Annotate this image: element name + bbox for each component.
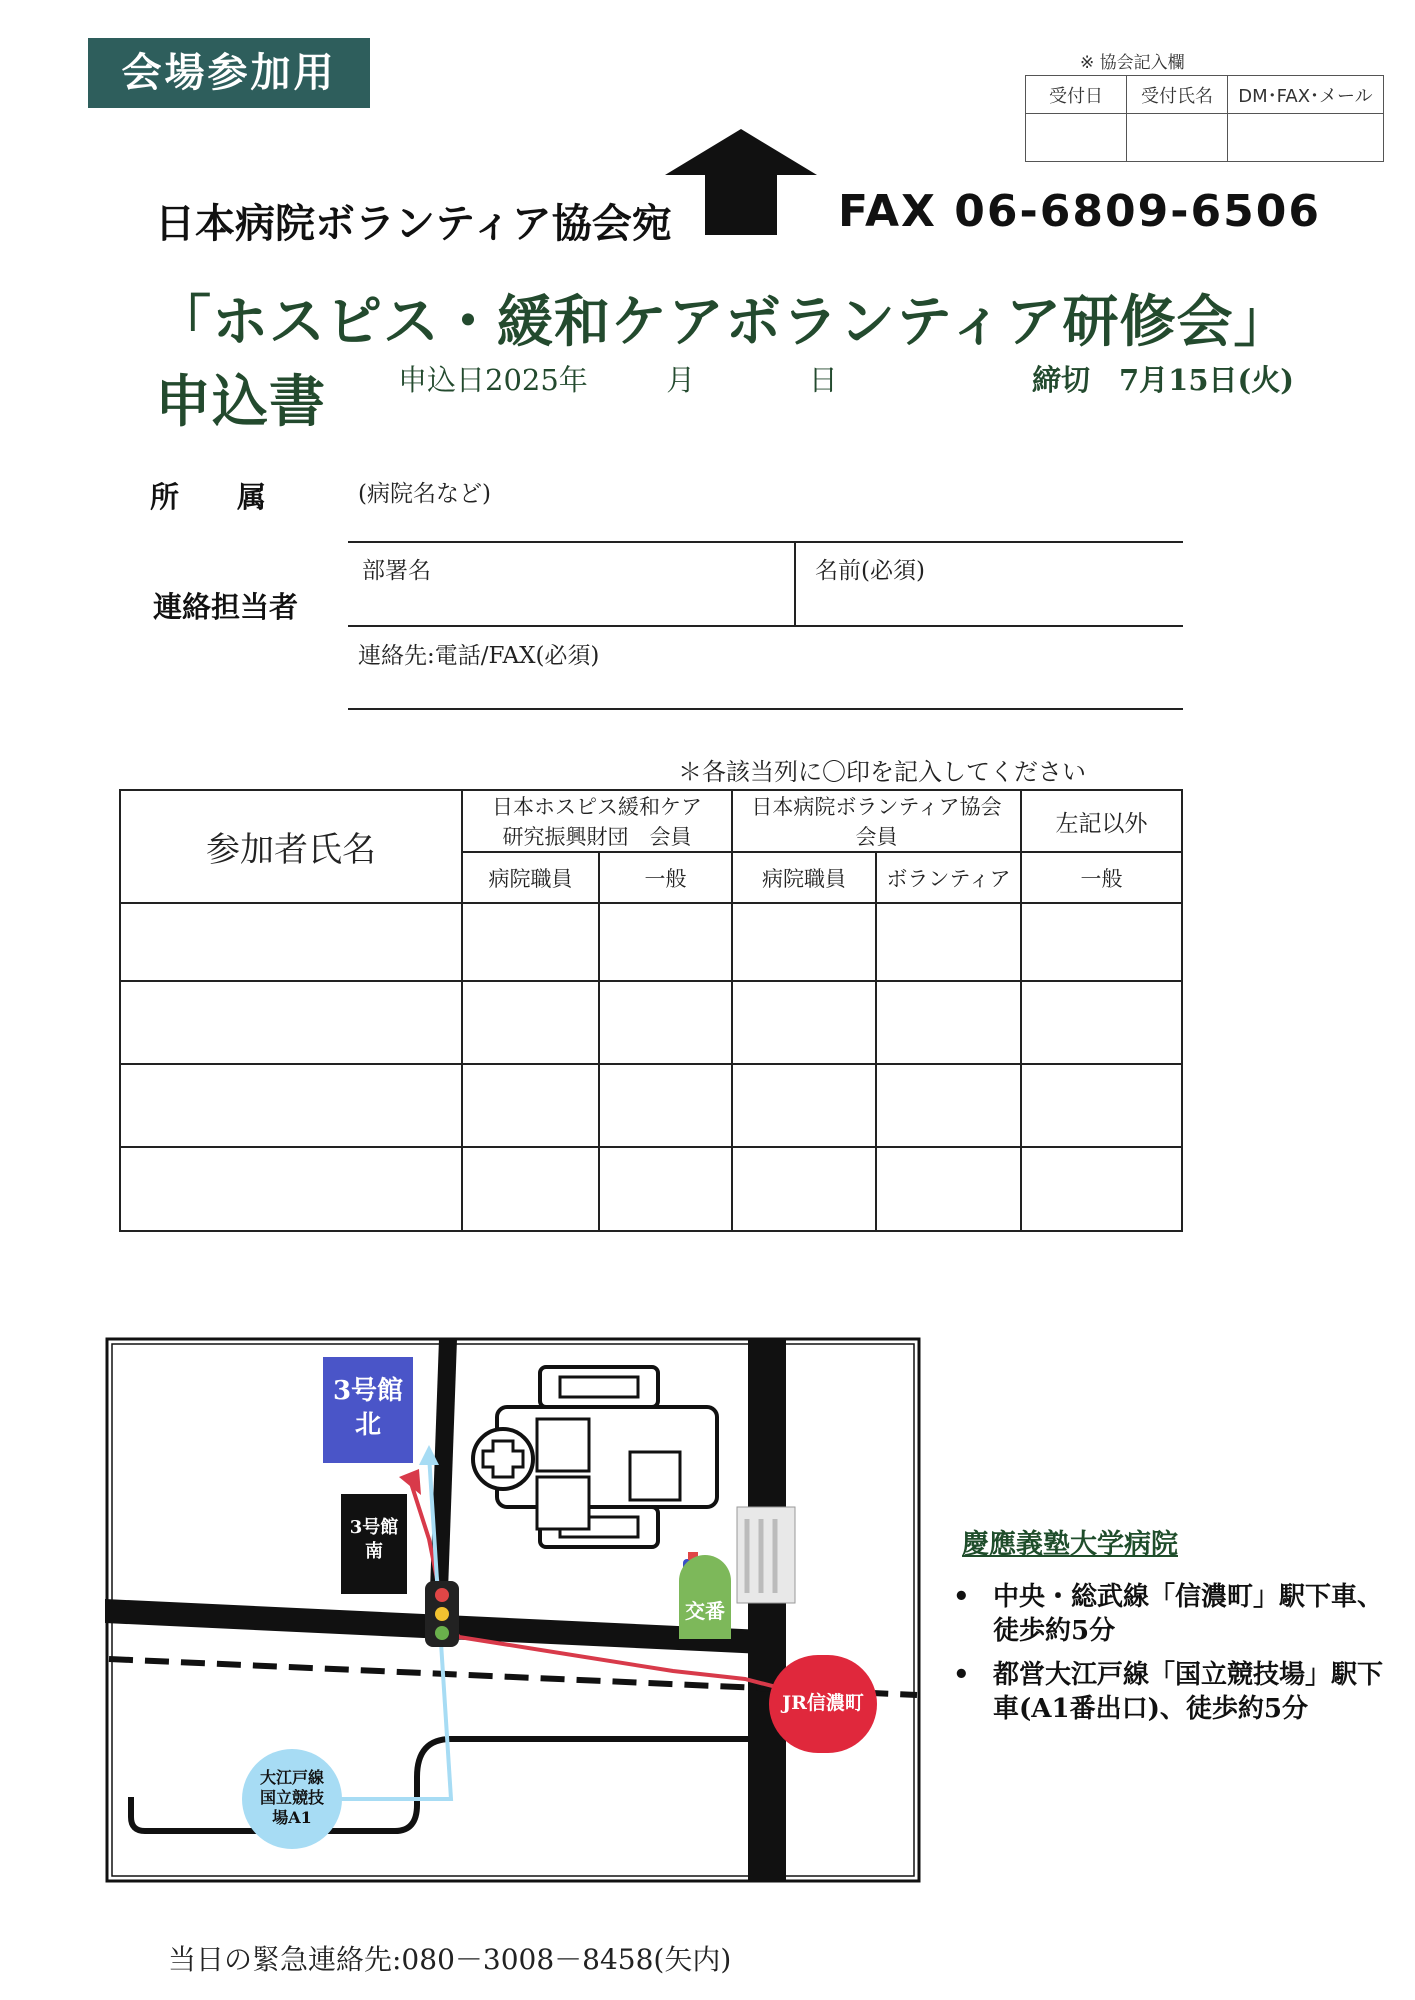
emergency-contact: 当日の緊急連絡先:080－3008－8458(矢内) [168, 1943, 732, 1976]
check-cell[interactable] [1021, 981, 1182, 1064]
field-divider [794, 542, 796, 625]
check-cell[interactable] [462, 903, 599, 981]
office-col-dm-fax-mail: DM･FAX･メール [1228, 76, 1384, 114]
department-name-field-line[interactable] [348, 625, 1183, 627]
check-cell[interactable] [1021, 1064, 1182, 1147]
check-cell[interactable] [462, 981, 599, 1064]
check-cell[interactable] [1021, 903, 1182, 981]
venue-participation-badge: 会場参加用 [88, 38, 370, 108]
page-title: 「ホスピス・緩和ケアボランティア研修会」申込書 [155, 289, 1291, 435]
deadline: 締切 7月15日(火) [1032, 363, 1294, 397]
contact-person-label: 連絡担当者 [153, 590, 299, 624]
affiliation-hint: (病院名など) [358, 481, 491, 507]
access-map [105, 1337, 921, 1883]
office-col-received-date: 受付日 [1026, 76, 1127, 114]
check-cell[interactable] [876, 903, 1021, 981]
check-cell[interactable] [876, 1147, 1021, 1231]
table-row [120, 1064, 1182, 1147]
building-3-south-line2: 南 [365, 1541, 383, 1562]
check-cell[interactable] [599, 981, 732, 1064]
participant-name-cell[interactable] [120, 1147, 462, 1231]
check-cell[interactable] [599, 903, 732, 981]
hospital-name: 慶應義塾大学病院 [962, 1529, 1178, 1560]
subheader-general: 一般 [599, 852, 732, 903]
office-cell[interactable] [1026, 114, 1127, 162]
subheader-volunteer: ボランティア [876, 852, 1021, 903]
building-3-north-line2: 北 [354, 1410, 382, 1440]
office-cell[interactable] [1228, 114, 1384, 162]
up-arrow-icon [663, 127, 819, 237]
vertical-avenue [748, 1339, 786, 1881]
phone-fax-field-line[interactable] [348, 708, 1183, 710]
affiliation-field-line[interactable] [348, 541, 1183, 543]
group-header-others: 左記以外 [1021, 790, 1182, 852]
addressee-label: 日本病院ボランティア協会宛 [155, 200, 672, 247]
participant-name-cell[interactable] [120, 903, 462, 981]
access-directions [953, 1580, 1383, 1736]
participants-table [119, 789, 1183, 1232]
check-cell[interactable] [599, 1064, 732, 1147]
table-instruction-note: ＊各該当列に〇印を記入してください [678, 758, 1086, 786]
check-cell[interactable] [732, 981, 876, 1064]
subheader-general: 一般 [1021, 852, 1182, 903]
office-use-table [1025, 75, 1384, 162]
department-hint: 部署名 [362, 558, 431, 584]
check-cell[interactable] [462, 1064, 599, 1147]
subway-station-line1: 大江戸線 [259, 1768, 325, 1787]
table-row [120, 981, 1182, 1064]
application-month-label: 月 [666, 363, 696, 397]
group-header-volunteer-association: 日本病院ボランティア協会 会員 [732, 790, 1021, 852]
check-cell[interactable] [876, 1064, 1021, 1147]
participant-name-header: 参加者氏名 [120, 790, 462, 903]
police-box-icon [679, 1552, 731, 1639]
police-box-label: 交番 [685, 1599, 725, 1623]
check-cell[interactable] [599, 1147, 732, 1231]
table-row [120, 903, 1182, 981]
subway-station-line3: 場A1 [272, 1808, 312, 1827]
table-row [120, 1147, 1182, 1231]
check-cell[interactable] [732, 903, 876, 981]
application-date-prefix: 申込日2025年 [398, 363, 588, 397]
office-col-receiver-name: 受付氏名 [1127, 76, 1228, 114]
participant-name-cell[interactable] [120, 981, 462, 1064]
phone-fax-hint: 連絡先:電話/FAX(必須) [358, 643, 600, 669]
subway-station-line2: 国立競技 [259, 1788, 325, 1807]
check-cell[interactable] [732, 1147, 876, 1231]
building-3-south-line1: 3号館 [349, 1517, 399, 1538]
fax-number: FAX 06-6809-6506 [838, 186, 1321, 237]
name-hint: 名前(必須) [815, 558, 925, 584]
office-use-caption: ※ 協会記入欄 [1080, 53, 1185, 73]
group-header-hospice-foundation: 日本ホスピス緩和ケア 研究振興財団 会員 [462, 790, 732, 852]
application-date [398, 358, 838, 399]
check-cell[interactable] [732, 1064, 876, 1147]
subheader-hospital-staff: 病院職員 [732, 852, 876, 903]
check-cell[interactable] [876, 981, 1021, 1064]
participant-name-cell[interactable] [120, 1064, 462, 1147]
list-item: • 都営大江戸線「国立競技場」駅下車(A1番出口)、徒歩約5分 [953, 1658, 1383, 1726]
check-cell[interactable] [462, 1147, 599, 1231]
list-item: • 中央・総武線「信濃町」駅下車、徒歩約5分 [953, 1580, 1383, 1648]
traffic-light-icon [425, 1581, 459, 1647]
building-3-north-line1: 3号館 [332, 1376, 404, 1406]
affiliation-label: 所 属 [150, 480, 267, 514]
subheader-hospital-staff: 病院職員 [462, 852, 599, 903]
office-cell[interactable] [1127, 114, 1228, 162]
application-day-label: 日 [808, 363, 838, 397]
check-cell[interactable] [1021, 1147, 1182, 1231]
jr-station-label: JR信濃町 [782, 1692, 864, 1714]
